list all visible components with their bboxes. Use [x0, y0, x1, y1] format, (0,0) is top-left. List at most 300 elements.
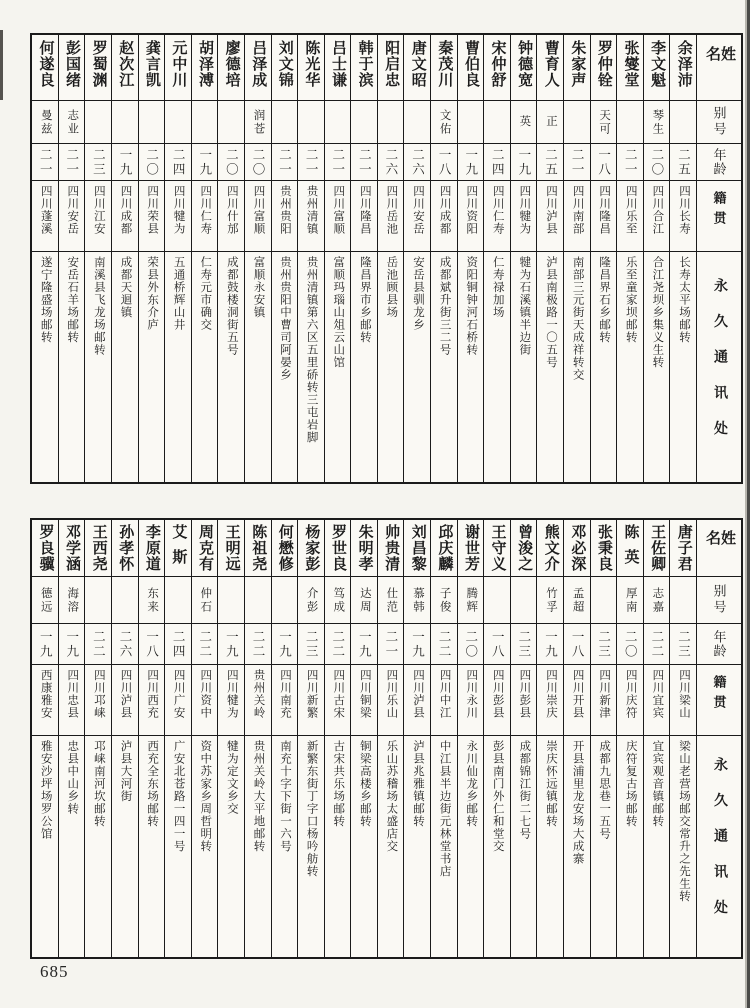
- header-address-label: 永久通讯处: [712, 757, 727, 936]
- header-alias-label: 别号: [711, 105, 727, 139]
- header-age-label: 年龄: [711, 629, 727, 659]
- person-age: 二四: [171, 147, 186, 177]
- person-alias-cell: [245, 100, 271, 143]
- person-column: [643, 35, 670, 482]
- person-age-cell: [351, 623, 377, 664]
- person-address: 崇庆怀远镇邮转: [544, 740, 557, 828]
- person-column: [244, 35, 271, 482]
- person-origin-cell: [484, 180, 510, 251]
- person-origin-cell: [32, 664, 58, 735]
- person-origin-cell: [85, 664, 111, 735]
- registry-table-bottom: [30, 518, 743, 959]
- person-column: [244, 520, 271, 957]
- person-origin-cell: [378, 664, 404, 735]
- person-age: 二一: [623, 147, 638, 177]
- person-column: [403, 520, 430, 957]
- person-alias-cell: [591, 100, 617, 143]
- person-address-cell: [85, 735, 111, 957]
- person-column: [58, 35, 85, 482]
- person-name-cell: [192, 35, 218, 100]
- person-name-cell: [591, 520, 617, 576]
- person-age-cell: [511, 623, 537, 664]
- person-origin-cell: [458, 180, 484, 251]
- person-origin: 四川蓬溪: [39, 185, 52, 235]
- person-origin: 四川铜梁: [358, 669, 371, 719]
- person-origin-cell: [112, 180, 138, 251]
- person-origin: 四川彭县: [491, 669, 504, 719]
- person-alias-cell: [165, 100, 191, 143]
- person-name: 邱庆麟: [436, 524, 453, 572]
- person-alias-cell: [192, 100, 218, 143]
- person-origin: 四川荣县: [146, 185, 159, 235]
- person-column: [457, 520, 484, 957]
- person-column: [297, 35, 324, 482]
- person-alias-cell: [165, 576, 191, 623]
- person-origin: 四川犍为: [172, 185, 185, 235]
- person-name: 艾斯: [170, 524, 187, 574]
- person-origin-cell: [165, 664, 191, 735]
- person-origin: 四川资阳: [465, 185, 478, 235]
- person-name-cell: [325, 35, 351, 100]
- header-age-cell: [697, 143, 741, 180]
- person-alias: 东来: [146, 586, 159, 614]
- person-age: 一九: [543, 629, 558, 659]
- person-origin: 四川新津: [598, 669, 611, 719]
- person-alias-cell: [85, 100, 111, 143]
- person-alias-cell: [112, 100, 138, 143]
- person-alias-cell: [511, 100, 537, 143]
- person-address-cell: [617, 735, 643, 957]
- person-address: 宜宾观音镇邮转: [651, 740, 664, 828]
- person-address: 合江尧坝乡集义生转: [651, 256, 664, 369]
- person-address: 犍为石溪镇半边街: [518, 256, 531, 356]
- person-alias-cell: [458, 576, 484, 623]
- person-age: 一九: [463, 147, 478, 177]
- person-origin-cell: [644, 180, 670, 251]
- person-name-cell: [564, 35, 590, 100]
- person-address: 荣县外东介庐: [146, 256, 159, 331]
- person-address: 泸县兆雅镇邮转: [412, 740, 425, 828]
- person-origin-cell: [298, 180, 324, 251]
- person-address: 成都锦江街二七号: [518, 740, 531, 840]
- person-origin-cell: [564, 664, 590, 735]
- person-origin: 四川邛崃: [92, 669, 105, 719]
- person-age-cell: [139, 623, 165, 664]
- person-address: 雅安沙坪场罗公馆: [39, 740, 52, 840]
- person-alias-cell: [192, 576, 218, 623]
- person-name-cell: [511, 35, 537, 100]
- person-alias-cell: [378, 576, 404, 623]
- person-column: [164, 35, 191, 482]
- person-name: 阳启忠: [383, 40, 400, 88]
- person-age: 二二: [250, 629, 265, 659]
- person-alias: 志嘉: [651, 586, 664, 614]
- person-address-cell: [245, 251, 271, 482]
- person-age-cell: [112, 143, 138, 180]
- person-age: 二二: [197, 629, 212, 659]
- person-address: 彭县南门外仁和堂交: [491, 740, 504, 853]
- person-origin: 四川安岳: [412, 185, 425, 235]
- person-address-cell: [404, 735, 430, 957]
- person-age: 一八: [437, 147, 452, 177]
- person-name: 何遂良: [37, 40, 54, 88]
- person-age-cell: [378, 623, 404, 664]
- person-origin-cell: [511, 664, 537, 735]
- person-origin-cell: [59, 180, 85, 251]
- person-column: [563, 35, 590, 482]
- person-name: 元中川: [170, 40, 187, 88]
- person-address-cell: [537, 251, 563, 482]
- person-name-cell: [59, 35, 85, 100]
- person-alias: 曼兹: [39, 108, 52, 136]
- person-address-cell: [378, 735, 404, 957]
- person-origin-cell: [484, 664, 510, 735]
- person-address: 铜梁高楼乡邮转: [358, 740, 371, 828]
- person-address: 隆昌界市乡邮转: [358, 256, 371, 344]
- person-column: [536, 520, 563, 957]
- person-address-cell: [192, 735, 218, 957]
- person-column: [510, 520, 537, 957]
- person-age-cell: [404, 143, 430, 180]
- person-age-cell: [670, 143, 696, 180]
- person-origin-cell: [591, 664, 617, 735]
- person-name-cell: [484, 35, 510, 100]
- person-address-cell: [484, 735, 510, 957]
- person-age: 二一: [277, 147, 292, 177]
- person-age-cell: [564, 623, 590, 664]
- person-name-cell: [165, 35, 191, 100]
- person-name: 吕士谦: [329, 40, 346, 88]
- person-name: 秦茂川: [436, 40, 453, 88]
- person-name: 邓必深: [569, 524, 586, 572]
- person-column: [403, 35, 430, 482]
- person-age: 二〇: [463, 629, 478, 659]
- person-age: 二三: [676, 629, 691, 659]
- person-column: [430, 520, 457, 957]
- header-origin-label: 籍贯: [711, 675, 727, 716]
- person-name: 宋仲舒: [489, 40, 506, 88]
- person-age-cell: [617, 623, 643, 664]
- person-name-cell: [325, 520, 351, 576]
- person-address-cell: [32, 251, 58, 482]
- person-address-cell: [484, 251, 510, 482]
- person-address-cell: [351, 735, 377, 957]
- person-alias-cell: [484, 100, 510, 143]
- person-age-cell: [165, 623, 191, 664]
- person-alias-cell: [245, 576, 271, 623]
- person-address-cell: [670, 251, 696, 482]
- person-age-cell: [431, 143, 457, 180]
- person-alias-cell: [404, 576, 430, 623]
- person-alias-cell: [564, 100, 590, 143]
- person-origin-cell: [139, 180, 165, 251]
- person-address-cell: [591, 735, 617, 957]
- person-column: [457, 35, 484, 482]
- person-alias: 正: [544, 115, 557, 129]
- person-age: 二〇: [623, 629, 638, 659]
- person-name-cell: [644, 520, 670, 576]
- person-name: 罗世良: [329, 524, 346, 572]
- person-alias-cell: [670, 576, 696, 623]
- person-name-cell: [59, 520, 85, 576]
- person-name: 朱明孝: [356, 524, 373, 572]
- person-alias-cell: [272, 100, 298, 143]
- person-address: 五通桥辉山井: [172, 256, 185, 331]
- person-address: 新繁东街丁字口杨吟舫转: [305, 740, 318, 878]
- person-column: [297, 520, 324, 957]
- header-address-label: 永久通讯处: [712, 277, 727, 457]
- person-origin-cell: [59, 664, 85, 735]
- header-alias-label: 别号: [711, 583, 727, 617]
- person-address-cell: [644, 735, 670, 957]
- person-name-cell: [85, 520, 111, 576]
- person-origin: 四川成都: [438, 185, 451, 235]
- person-age-cell: [644, 623, 670, 664]
- person-address: 南溪县飞龙场邮转: [92, 256, 105, 356]
- person-name-cell: [245, 520, 271, 576]
- person-alias-cell: [218, 100, 244, 143]
- person-address-cell: [325, 735, 351, 957]
- person-alias: 笃成: [332, 586, 345, 614]
- person-age: 二三: [91, 147, 106, 177]
- person-age-cell: [670, 623, 696, 664]
- person-name: 王明远: [223, 524, 240, 572]
- person-age-cell: [165, 143, 191, 180]
- person-address-cell: [404, 251, 430, 482]
- person-address-cell: [139, 251, 165, 482]
- person-age-cell: [404, 623, 430, 664]
- person-alias-cell: [325, 576, 351, 623]
- person-age-cell: [298, 143, 324, 180]
- person-column: [669, 35, 696, 482]
- person-age: 二六: [117, 629, 132, 659]
- person-name: 曾浚之: [516, 524, 533, 572]
- person-origin-cell: [431, 664, 457, 735]
- person-alias: 琴生: [651, 108, 664, 136]
- person-origin: 四川泸县: [412, 669, 425, 719]
- person-address: 仁寿元市确交: [199, 256, 212, 331]
- person-name: 何懋修: [276, 524, 293, 572]
- person-alias-cell: [617, 576, 643, 623]
- person-origin: 四川安岳: [66, 185, 79, 235]
- person-alias-cell: [351, 576, 377, 623]
- person-address-cell: [298, 735, 324, 957]
- person-age-cell: [325, 143, 351, 180]
- person-age-cell: [192, 623, 218, 664]
- person-age: 一九: [357, 629, 372, 659]
- person-name-cell: [112, 520, 138, 576]
- person-address: 古宋共乐场邮转: [332, 740, 345, 828]
- person-origin-cell: [192, 180, 218, 251]
- person-origin: 四川仁寿: [491, 185, 504, 235]
- person-name: 彭国绪: [64, 40, 81, 88]
- person-column: [84, 35, 111, 482]
- person-age-cell: [112, 623, 138, 664]
- person-age: 一九: [117, 147, 132, 177]
- person-column: [669, 520, 696, 957]
- person-origin-cell: [404, 180, 430, 251]
- person-origin: 四川梁山: [677, 669, 690, 719]
- person-name: 周克有: [197, 524, 214, 572]
- person-origin: 四川合江: [651, 185, 664, 235]
- person-origin-cell: [404, 664, 430, 735]
- person-alias-cell: [325, 100, 351, 143]
- person-address: 遂宁隆盛场邮转: [39, 256, 52, 344]
- person-name: 刘文锦: [276, 40, 293, 88]
- person-name-cell: [218, 520, 244, 576]
- person-alias-cell: [484, 576, 510, 623]
- person-origin: 四川南部: [571, 185, 584, 235]
- person-address-cell: [458, 251, 484, 482]
- person-alias: 天可: [598, 108, 611, 136]
- person-age: 一九: [410, 629, 425, 659]
- person-age: 二〇: [250, 147, 265, 177]
- person-name-cell: [298, 520, 324, 576]
- person-age: 二一: [383, 629, 398, 659]
- person-alias-cell: [351, 100, 377, 143]
- person-name: 吕泽成: [250, 40, 267, 88]
- person-age-cell: [564, 143, 590, 180]
- person-column: [324, 520, 351, 957]
- person-address-cell: [112, 251, 138, 482]
- person-address-cell: [218, 251, 244, 482]
- person-origin-cell: [617, 180, 643, 251]
- person-address: 隆昌界石乡邮转: [598, 256, 611, 344]
- person-name: 张秉良: [595, 524, 612, 572]
- person-address: 南部三元街天成祥转交: [571, 256, 584, 381]
- person-name: 罗仲铨: [595, 40, 612, 88]
- person-age-cell: [85, 143, 111, 180]
- person-age-cell: [431, 623, 457, 664]
- person-origin: 贵州关岭: [252, 669, 265, 719]
- person-age: 二一: [304, 147, 319, 177]
- person-column: [590, 35, 617, 482]
- person-address-cell: [165, 735, 191, 957]
- person-alias: 介彭: [305, 586, 318, 614]
- person-alias-cell: [564, 576, 590, 623]
- person-age: 二六: [410, 147, 425, 177]
- person-address: 邛崃南河坎邮转: [92, 740, 105, 828]
- person-age-cell: [378, 143, 404, 180]
- person-age-cell: [458, 143, 484, 180]
- person-origin: 四川富顺: [252, 185, 265, 235]
- person-name-cell: [192, 520, 218, 576]
- person-address: 富顺玛瑙山俎云山馆: [332, 256, 345, 369]
- person-age: 二二: [91, 629, 106, 659]
- person-origin: 四川新繁: [305, 669, 318, 719]
- person-age: 一八: [596, 147, 611, 177]
- person-origin: 四川犍为: [225, 669, 238, 719]
- person-address: 泸县南极路一〇五号: [544, 256, 557, 369]
- person-address-cell: [511, 251, 537, 482]
- page-number: 685: [40, 962, 69, 981]
- person-alias-cell: [272, 576, 298, 623]
- person-alias: 子俊: [438, 586, 451, 614]
- person-origin: 四川广安: [172, 669, 185, 719]
- person-origin-cell: [218, 180, 244, 251]
- person-origin: 四川庆符: [624, 669, 637, 719]
- person-address: 富顺永安镇: [252, 256, 265, 319]
- person-address: 资中苏家乡周哲明转: [199, 740, 212, 853]
- person-age-cell: [458, 623, 484, 664]
- person-name: 杨家彭: [303, 524, 320, 572]
- person-origin: 四川岳池: [385, 185, 398, 235]
- person-name-cell: [670, 35, 696, 100]
- person-origin-cell: [272, 664, 298, 735]
- person-alias-cell: [644, 100, 670, 143]
- person-column: [324, 35, 351, 482]
- person-address-cell: [511, 735, 537, 957]
- person-address-cell: [431, 251, 457, 482]
- person-column: [58, 520, 85, 957]
- person-origin: 四川中江: [438, 669, 451, 719]
- person-address: 仁寿禄加场: [491, 256, 504, 319]
- person-origin-cell: [511, 180, 537, 251]
- person-name-cell: [564, 520, 590, 576]
- person-age: 二二: [649, 629, 664, 659]
- person-address: 成都斌升街三二号: [438, 256, 451, 356]
- person-age-cell: [218, 143, 244, 180]
- header-name-label: 姓名: [704, 530, 735, 559]
- person-origin-cell: [272, 180, 298, 251]
- person-alias-cell: [670, 100, 696, 143]
- header-age-cell: [697, 623, 741, 664]
- person-age-cell: [59, 143, 85, 180]
- person-alias-cell: [458, 100, 484, 143]
- person-name-cell: [351, 520, 377, 576]
- person-address-cell: [298, 251, 324, 482]
- person-age: 二四: [490, 147, 505, 177]
- person-age-cell: [32, 143, 58, 180]
- header-name-cell: [697, 520, 741, 576]
- person-name-cell: [112, 35, 138, 100]
- person-address: 贵州贵阳中曹司阿晏乡: [279, 256, 292, 381]
- person-name-cell: [537, 35, 563, 100]
- person-age-cell: [139, 143, 165, 180]
- header-alias-cell: [697, 576, 741, 623]
- person-address: 贵州清镇第六区五里硚转三屯岩脚: [305, 256, 318, 444]
- person-address-cell: [564, 251, 590, 482]
- person-origin-cell: [378, 180, 404, 251]
- person-name-cell: [218, 35, 244, 100]
- person-alias-cell: [59, 576, 85, 623]
- person-origin: 四川仁寿: [199, 185, 212, 235]
- person-column: [430, 35, 457, 482]
- person-address: 成都天迴镇: [119, 256, 132, 319]
- person-address: 永川仙龙乡邮转: [465, 740, 478, 828]
- header-address-cell: [697, 251, 741, 482]
- person-name-cell: [617, 35, 643, 100]
- person-column: [377, 520, 404, 957]
- person-origin-cell: [617, 664, 643, 735]
- person-column: [217, 35, 244, 482]
- person-age-cell: [192, 143, 218, 180]
- person-age: 一八: [144, 629, 159, 659]
- person-origin: 四川永川: [465, 669, 478, 719]
- header-address-cell: [697, 735, 741, 957]
- person-address-cell: [351, 251, 377, 482]
- person-column: [350, 520, 377, 957]
- person-age: 一九: [224, 629, 239, 659]
- person-address-cell: [537, 735, 563, 957]
- person-alias: 仕范: [385, 586, 398, 614]
- person-name: 李原道: [143, 524, 160, 572]
- person-address-cell: [245, 735, 271, 957]
- person-name: 赵次江: [117, 40, 134, 88]
- registry-table-top: [30, 33, 743, 484]
- person-alias: 腾辉: [465, 586, 478, 614]
- person-address: 忠县中山乡转: [66, 740, 79, 815]
